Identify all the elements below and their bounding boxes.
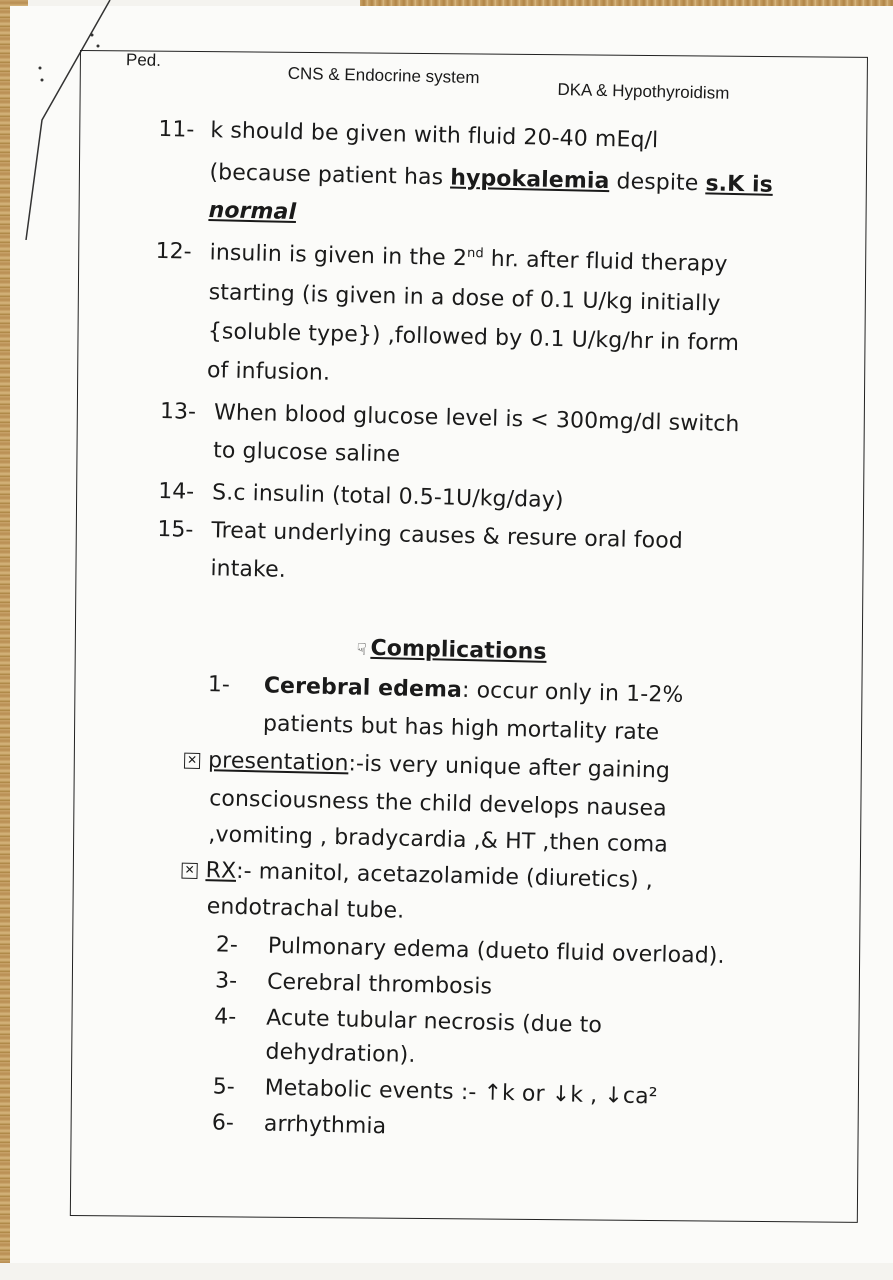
subsection-text: endotrachal tube.	[206, 894, 405, 924]
complication-text: patients but has high mortality rate	[262, 711, 660, 746]
complication-text: dehydration).	[265, 1039, 416, 1068]
step-text: S.c insulin (total 0.5-1U/kg/day)	[211, 480, 564, 514]
highlight-term: hypokalemia	[449, 165, 610, 195]
complication-text: Acute tubular necrosis (due to	[266, 1005, 603, 1039]
step-text-part: despite	[609, 169, 706, 197]
step-text: k should be given with fluid 20-40 mEq/l	[210, 118, 659, 154]
subsection-text: consciousness the child develops nausea	[208, 786, 667, 822]
checkbox-x-icon: ✕	[181, 863, 197, 879]
section-heading	[356, 636, 547, 665]
step-text	[209, 160, 773, 198]
complication-term: Cerebral edema	[263, 673, 463, 703]
header-subject: Ped.	[125, 50, 162, 70]
complication-text: Metabolic events :- ↑k or ↓k , ↓ca²	[264, 1075, 658, 1110]
complication-number: 6-	[211, 1110, 235, 1136]
step-text: to glucose saline	[212, 438, 401, 468]
step-text: intake.	[210, 556, 287, 583]
step-number: 15-	[157, 516, 194, 543]
step-text-part: (because patient has	[209, 160, 451, 191]
highlight-term: normal	[208, 198, 297, 226]
step-text: Treat underlying causes & resure oral food	[211, 518, 684, 554]
step-text-part: hr. after fluid therapy	[483, 246, 728, 278]
header-section: CNS & Endocrine system	[287, 63, 480, 88]
complication-text: arrhythmia	[263, 1111, 387, 1140]
hand-pointer-icon: ☟	[356, 639, 367, 659]
complication-text: Cerebral thrombosis	[266, 969, 493, 1000]
subsection-line	[181, 858, 653, 894]
subsection-line	[184, 748, 670, 784]
complication-number: 2-	[215, 932, 239, 958]
complication-text-part: : occur only in 1-2%	[461, 677, 684, 708]
highlight-term: s.K is	[705, 171, 774, 198]
complications-title: Complications	[370, 635, 547, 665]
step-text	[209, 240, 727, 277]
subsection-text: ,vomiting , bradycardia ,& HT ,then coma	[208, 822, 669, 858]
complication-number: 1-	[207, 672, 231, 698]
step-number: 11-	[158, 116, 195, 143]
step-text: {soluble type}) ,followed by 0.1 U/kg/hr in form	[207, 319, 740, 357]
subsection-text: :- manitol, acetazolamide (diuretics) ,	[235, 858, 654, 894]
superscript: nd	[466, 245, 484, 262]
step-number: 13-	[159, 399, 197, 425]
complication-number: 5-	[212, 1074, 235, 1100]
complication-number: 3-	[214, 968, 238, 994]
rx-label: RX	[205, 858, 237, 884]
step-text: of infusion.	[206, 358, 331, 386]
subsection-text: :-is very unique after gaining	[348, 751, 671, 784]
header-topic: DKA & Hypothyroidism	[557, 79, 730, 103]
presentation-label: presentation	[207, 748, 349, 777]
complication-number: 4-	[214, 1004, 237, 1030]
step-number: 14-	[157, 478, 195, 505]
step-text: starting (is given in a dose of 0.1 U/kg initially	[208, 280, 721, 317]
complication-text	[264, 673, 684, 708]
step-text-part: insulin is given in the 2	[209, 240, 468, 272]
step-text: When blood glucose level is < 300mg/dl switch	[213, 400, 740, 438]
checkbox-x-icon: ✕	[184, 753, 200, 769]
complication-text: Pulmonary edema (dueto fluid overload).	[267, 933, 725, 969]
step-number: 12-	[155, 238, 192, 265]
